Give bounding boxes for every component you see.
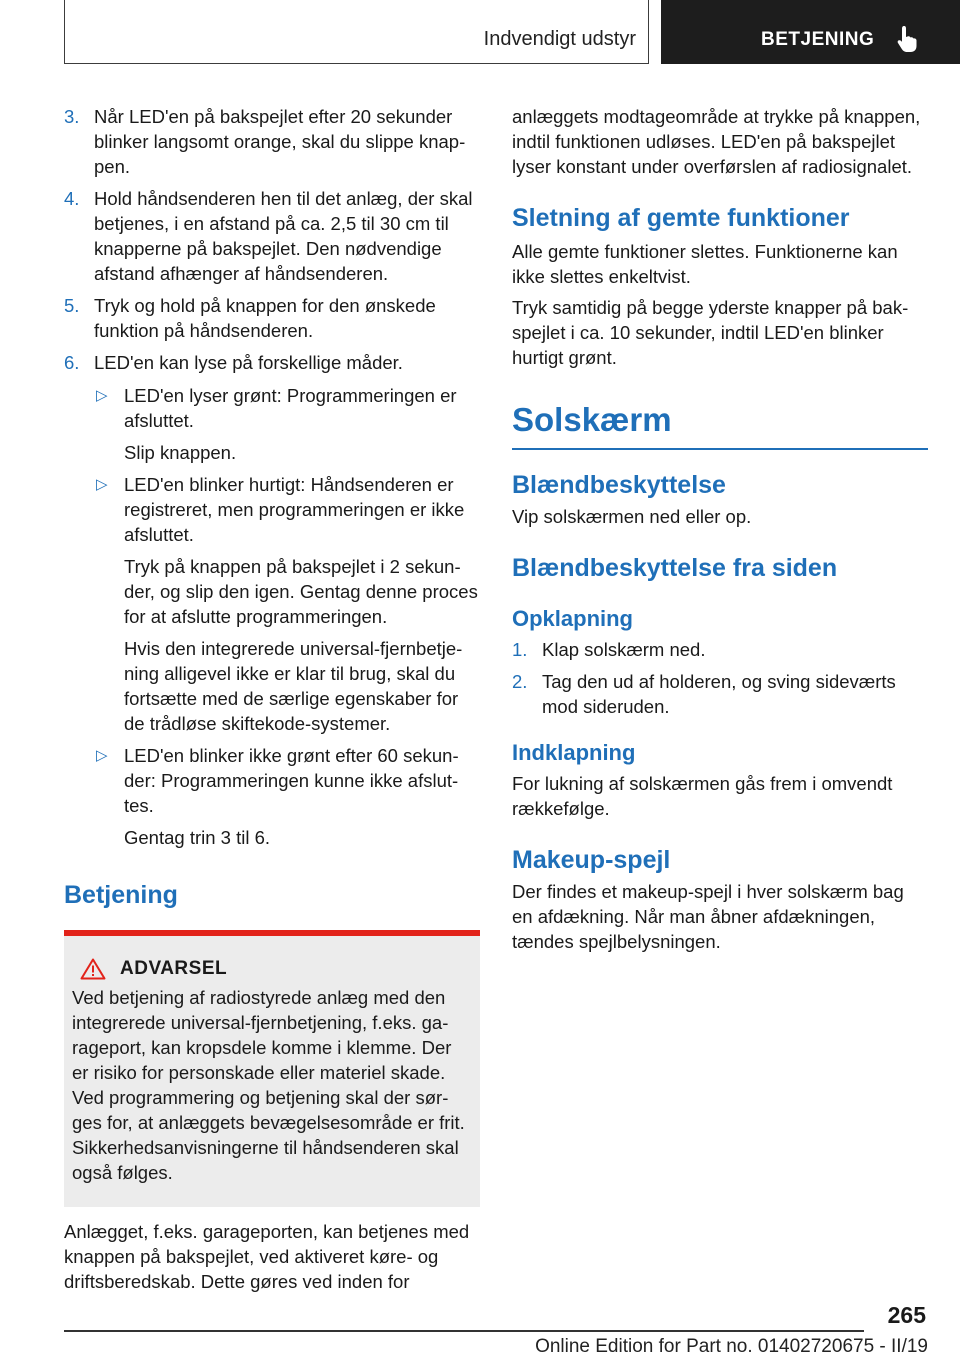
warning-triangle-icon <box>80 958 106 980</box>
bullet-text: LED'en blinker hurtigt: Håndsenderen er registreret, men programmeringen er ikke afsluttet. <box>124 474 465 545</box>
step-number: 6. <box>64 352 80 373</box>
footer-divider <box>64 1330 864 1332</box>
body-paragraph: Vip solskærmen ned eller op. <box>512 506 752 527</box>
list-item <box>64 293 480 343</box>
bullet-subtext: Gentag trin 3 til 6. <box>124 827 271 848</box>
body-paragraph: For lukning af solskærmen gås frem i omvendt rækkefølge. <box>512 773 893 819</box>
list-item <box>512 669 928 719</box>
bullet-subtext: Hvis den integrerede universal-fjernbetjening alligevel ikke er klar til brug, skal du fortsætte med de særlige egenskaber for de trådløse skiftekode-systemer. <box>124 638 463 734</box>
section-heading-makeup-spejl: Makeup-spejl <box>512 846 671 874</box>
warning-title: ADVARSEL <box>120 958 228 979</box>
step-number: 2. <box>512 671 528 692</box>
triangle-bullet-icon: ▷ <box>96 387 108 404</box>
step-number: 1. <box>512 639 528 660</box>
subheading-opklapning: Opklapning <box>512 606 633 631</box>
body-paragraph: anlæggets modtageområde at trykke på knappen, indtil funktionen udløses. LED'en på bakspejlet lyser konstant under overførslen af radiosignalet. <box>512 106 921 177</box>
step-text: Tag den ud af holderen, og sving sideværts mod sideruden. <box>542 671 896 717</box>
step-text: Klap solskærm ned. <box>542 639 706 660</box>
body-paragraph: Der findes et makeup-spejl i hver solskærm bag en afdækning. Når man åbner afdækningen, tændes spejlbelysningen. <box>512 881 904 952</box>
body-paragraph: Tryk samtidig på begge yderste knapper på bakspejlet i ca. 10 sekunder, indtil LED'en blinker hurtigt grønt. <box>512 297 909 368</box>
triangle-bullet-icon: ▷ <box>96 747 108 764</box>
step-number: 5. <box>64 295 80 316</box>
body-paragraph: Anlægget, f.eks. garageporten, kan betjenes med knappen på bakspejlet, ved aktiveret køre- og driftsberedskab. Dette gøres ved inden for <box>64 1221 470 1292</box>
chapter-heading-solskaerm: Solskærm <box>512 400 928 450</box>
page-number: 265 <box>887 1302 926 1328</box>
warning-box <box>64 930 480 1207</box>
list-item <box>64 186 480 286</box>
step-number: 3. <box>64 106 80 127</box>
subheading-indklapning: Indklapning <box>512 740 636 765</box>
bullet-text: LED'en blinker ikke grønt efter 60 sekunder: Programmeringen kunne ikke afsluttes. <box>124 745 459 816</box>
chapter-tab-label: BETJENING <box>761 29 875 50</box>
right-column <box>512 104 928 954</box>
chapter-tab <box>661 0 960 64</box>
bullet-subtext: Tryk på knappen på bakspejlet i 2 sekunder, og slip den igen. Gentag denne proces for at afslutte programmeringen. <box>124 556 478 627</box>
section-heading-blaendbeskyttelse: Blændbeskyttelse <box>512 471 726 499</box>
bullet-subtext: Slip knappen. <box>124 442 237 463</box>
list-item <box>94 743 480 818</box>
hand-pointer-icon <box>895 24 921 54</box>
steps-list <box>64 104 480 850</box>
header-section-title: Indvendigt udstyr <box>483 28 636 50</box>
warning-header <box>72 956 470 981</box>
step-number: 4. <box>64 188 80 209</box>
footer-edition: Online Edition for Part no. 01402720675 - II/19 <box>535 1336 928 1357</box>
opklapning-steps <box>512 637 928 719</box>
list-item <box>94 383 480 433</box>
step-text: Når LED'en på bakspejlet efter 20 sekunder blinker langsomt orange, skal du slippe knappen. <box>94 106 466 177</box>
section-heading-sletning: Sletning af gemte funktioner <box>512 204 850 232</box>
list-item <box>94 472 480 547</box>
section-heading-blaendbeskyttelse-side: Blændbeskyttelse fra siden <box>512 554 838 582</box>
list-item <box>64 350 480 850</box>
step-text: LED'en kan lyse på forskellige måder. <box>94 352 403 373</box>
bullet-text: LED'en lyser grønt: Programmeringen er afsluttet. <box>124 385 457 431</box>
step-text: Hold håndsenderen hen til det anlæg, der skal betjenes, i en afstand på ca. 2,5 til 30 cm til knapperne på bakspejlet. Den nødvendige afstand afhænger af håndsenderen. <box>94 188 473 284</box>
section-heading-betjening: Betjening <box>64 881 178 909</box>
left-column <box>64 104 480 1294</box>
step-text: Tryk og hold på knappen for den ønskede funktion på håndsenderen. <box>94 295 436 341</box>
body-paragraph: Alle gemte funktioner slettes. Funktionerne kan ikke slettes enkeltvist. <box>512 241 898 287</box>
warning-text: Ved betjening af radiostyrede anlæg med den integrerede universal-fjernbetjening, f.eks. garageport, kan kropsdele komme i klemme. Der er risiko for personskade eller materiel skade. Ved programmering og betjening skal der sørges for, at anlæggets bevægelsesområde er frit. Sikkerhedsanvisningerne til håndsenderen skal også følges. <box>72 987 465 1183</box>
triangle-bullet-icon: ▷ <box>96 476 108 493</box>
list-item <box>64 104 480 179</box>
list-item <box>512 637 928 662</box>
led-status-list <box>94 383 480 850</box>
